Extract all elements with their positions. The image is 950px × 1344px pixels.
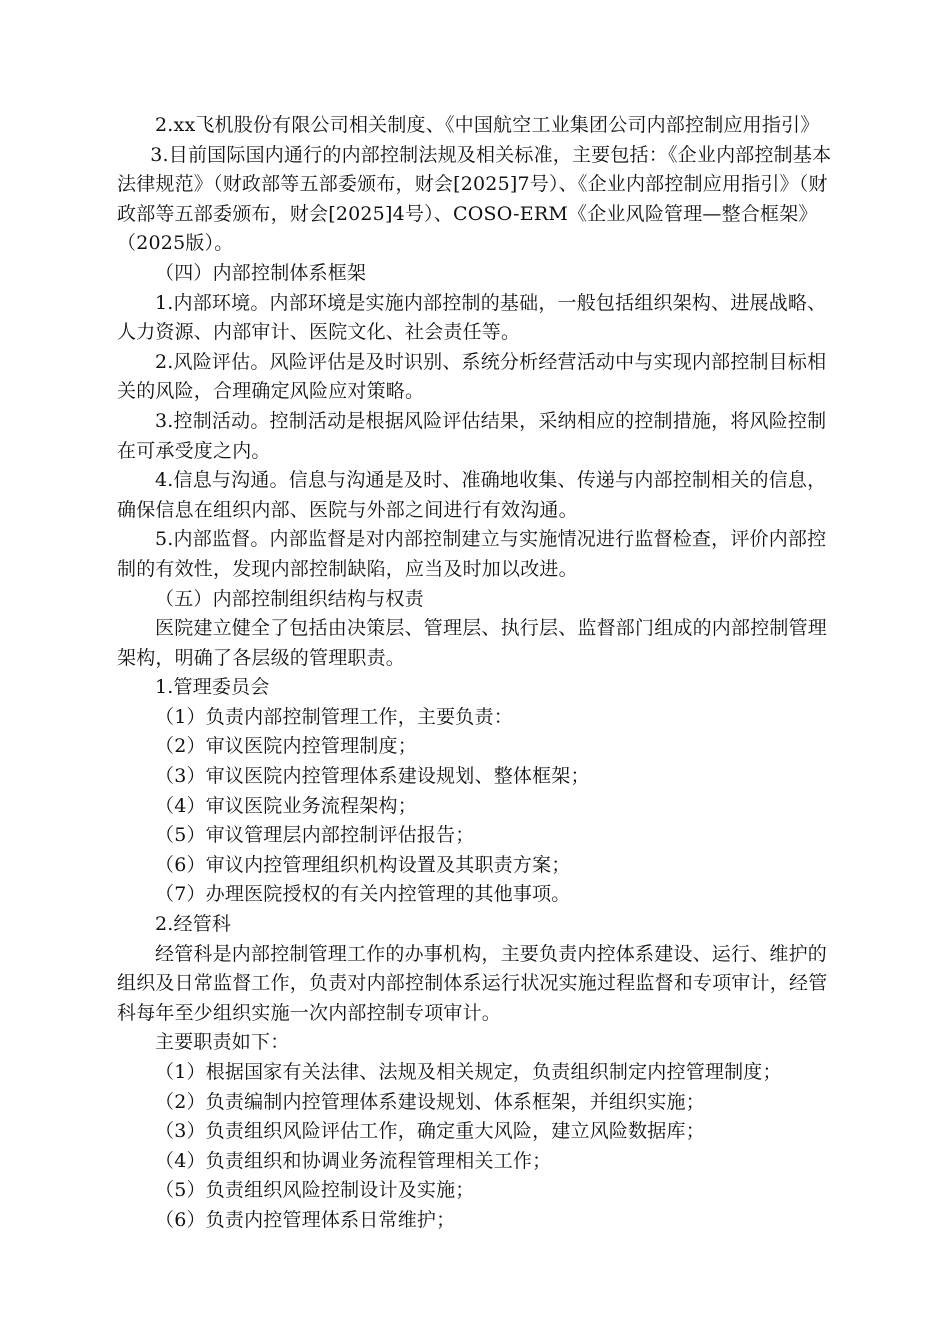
section-heading-4: （四）内部控制体系框架: [155, 261, 367, 284]
list-item-duty-4: （4）负责组织和协调业务流程管理相关工作；: [155, 1149, 552, 1172]
paragraph-control-activities: 3.控制活动。控制活动是根据风险评估结果，采纳相应的控制措施，将风险控制在可承受度之内。: [117, 409, 827, 462]
subheading-management-department: 2.经管科: [155, 913, 232, 936]
list-item-committee-4: （4）审议医院业务流程架构；: [155, 794, 417, 817]
paragraph-ref-2: 2.xx飞机股份有限公司相关制度、《中国航空工业集团公司内部控制应用指引》: [155, 114, 820, 136]
paragraph-information-communication: 4.信息与沟通。信息与沟通是及时、准确地收集、传递与内部控制相关的信息，确保信息在组织内部、医院与外部之间进行有效沟通。: [117, 469, 827, 521]
paragraph-main-duties: 主要职责如下：: [155, 1031, 290, 1054]
list-item-committee-3: （3）审议医院内控管理体系建设规划、整体框架；: [155, 765, 590, 788]
paragraph-management-structure: 医院建立健全了包括由决策层、管理层、执行层、监督部门组成的内部控制管理架构，明确了各层级的管理职责。: [117, 617, 828, 669]
list-item-committee-5: （5）审议管理层内部控制评估报告；: [155, 824, 475, 847]
list-item-committee-7: （7）办理医院授权的有关内控管理的其他事项。: [155, 883, 571, 906]
subheading-management-committee: 1.管理委员会: [155, 676, 270, 699]
paragraph-ref-3: 3.目前国际国内通行的内部控制法规及相关标准，主要包括：《企业内部控制基本法律规范》（财政部等五部委颁布，财会[2025]7号）、《企业内部控制应用指引》（财政部等五部委颁布，财会[2025]4号）、COSO-ERM《企业风险管理—整合框架》（2025版）。: [117, 143, 832, 255]
section-heading-5: （五）内部控制组织结构与权责: [155, 587, 424, 610]
paragraph-risk-assessment: 2.风险评估。风险评估是及时识别、系统分析经营活动中与实现内部控制目标相关的风险，合理确定风险应对策略。: [117, 350, 827, 403]
paragraph-internal-environment: 1.内部环境。内部环境是实施内部控制的基础，一般包括组织架构、进展战略、人力资源、内部审计、医院文化、社会责任等。: [117, 291, 827, 344]
list-item-committee-2: （2）审议医院内控管理制度；: [155, 735, 417, 758]
document-body: [117, 111, 839, 1236]
list-item-duty-1: （1）根据国家有关法律、法规及相关规定，负责组织制定内控管理制度；: [155, 1061, 782, 1083]
paragraph-management-department: 经管科是内部控制管理工作的办事机构，主要负责内控体系建设、运行、维护的组织及日常监督工作，负责对内部控制体系运行状况实施过程监督和专项审计，经管科每年至少组织实施一次内部控制专项审计。: [117, 942, 828, 1024]
list-item-duty-5: （5）负责组织风险控制设计及实施；: [155, 1179, 475, 1202]
list-item-committee-1: （1）负责内部控制管理工作，主要负责：: [155, 705, 513, 728]
paragraph-internal-supervision: 5.内部监督。内部监督是对内部控制建立与实施情况进行监督检查，评价内部控制的有效性，发现内部控制缺陷，应当及时加以改进。: [117, 528, 827, 580]
list-item-duty-3: （3）负责组织风险评估工作，确定重大风险，建立风险数据库；: [155, 1120, 705, 1143]
list-item-duty-6: （6）负责内控管理体系日常维护；: [155, 1208, 456, 1231]
list-item-committee-6: （6）审议内控管理组织机构设置及其职责方案；: [155, 853, 571, 876]
list-item-duty-2: （2）负责编制内控管理体系建设规划、体系框架，并组织实施；: [155, 1090, 705, 1113]
